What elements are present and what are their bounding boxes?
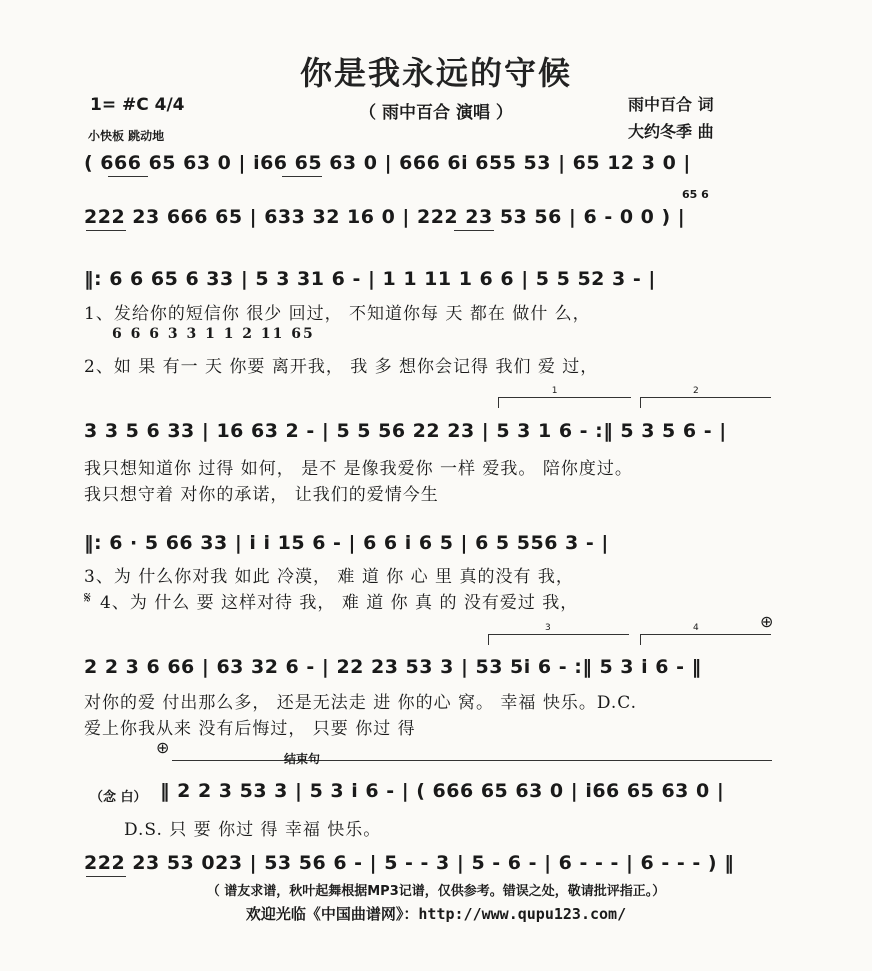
lyricist: 雨中百合 词 [628,95,714,114]
score-row-2: 222 23 666 65 | 633 32 16 0 | 222 23 53 56 | 6 - 0 0 ) | [84,206,686,228]
alt-notes-verse-2: 6 6 6 3 3 1 1 2 11 65 [112,326,315,342]
score-row-8: 222 23 53 023 | 53 56 6 - | 5 - - 3 | 5 - 6 - | 6 - - - | 6 - - - ) ‖ [84,852,735,874]
coda-sign-1: ⊕ [760,612,774,631]
key-signature: 1= #C 4/4 [90,95,185,115]
lyrics-verse-3a: 3、为 什么你对我 如此 冷漠， 难 道 你 心 里 真的没有 我， [84,567,574,587]
singer-line: （ 雨中百合 演唱 ） [359,103,513,123]
score-row-5: ‖: 6 · 5 66 33 | i i 15 6 - | 6 6 i 6 5 | 6 5 556 3 - | [84,532,609,554]
transcriber-note: （ 谱友求谱，秋叶起舞根据MP3记谱，仅供参考。错误之处，敬请批评指正。） [206,884,666,899]
ending-label: 结束句 [284,752,321,766]
score-row-4: 3 3 5 6 33 | 16 63 2 - | 5 5 56 22 23 | 5 3 1 6 - :‖ 5 3 5 6 - | [84,420,727,442]
score-row-1: ( 666 65 63 0 | i66 65 63 0 | 666 6i 655 53 | 65 12 3 0 | [84,152,691,174]
spoken-label: （念 白） [90,790,147,805]
grace-notes: 65 6 [682,188,709,201]
composer: 大约冬季 曲 [628,122,714,141]
lyrics-verse-4b: 爱上你我从来 没有后悔过， 只要 你过 得 [84,719,416,739]
lyrics-verse-2a: 2、如 果 有一 天 你要 离开我， 我 多 想你会记得 我们 爱 过， [84,357,599,377]
tempo-marking: 小快板 跳动地 [88,129,165,143]
segno-sign: 𝄋 [84,588,91,607]
lyrics-verse-2b: 我只想守着 对你的承诺， 让我们的爱情今生 [84,485,439,505]
coda-sign-2: ⊕ [156,738,170,757]
score-row-6: 2 2 3 6 66 | 63 32 6 - | 22 23 53 3 | 53 5i 6 - :‖ 5 3 i 6 - ‖ [84,656,702,678]
site-credit: 欢迎光临《中国曲谱网》：http://www.qupu123.com/ [245,905,627,923]
lyrics-verse-3b: 对你的爱 付出那么多， 还是无法走 进 你的心 窝。 幸福 快乐。D.C. [84,693,638,713]
volta-4: 4 [640,634,771,645]
volta-3: 3 [488,634,629,645]
page-title: 你是我永远的守候 [299,54,572,92]
score-row-7: ‖ 2 2 3 53 3 | 5 3 i 6 - | ( 666 65 63 0 | i66 65 63 0 | [160,780,725,802]
lyrics-verse-1a: 1、发给你的短信你 很少 回过， 不知道你每 天 都在 做什 么， [84,304,591,324]
lyrics-spoken: D.S. 只 要 你过 得 幸福 快乐。 [124,820,382,840]
lyrics-verse-4a: 4、为 什么 要 这样对待 我， 难 道 你 真 的 没有爱过 我， [100,593,579,613]
score-row-3: ‖: 6 6 65 6 33 | 5 3 31 6 - | 1 1 11 1 6 6 | 5 5 52 3 - | [84,268,656,290]
lyrics-verse-1b: 我只想知道你 过得 如何， 是不 是像我爱你 一样 爱我。 陪你度过。 [84,459,633,479]
volta-1: 1 [498,397,631,408]
volta-2: 2 [640,397,771,408]
